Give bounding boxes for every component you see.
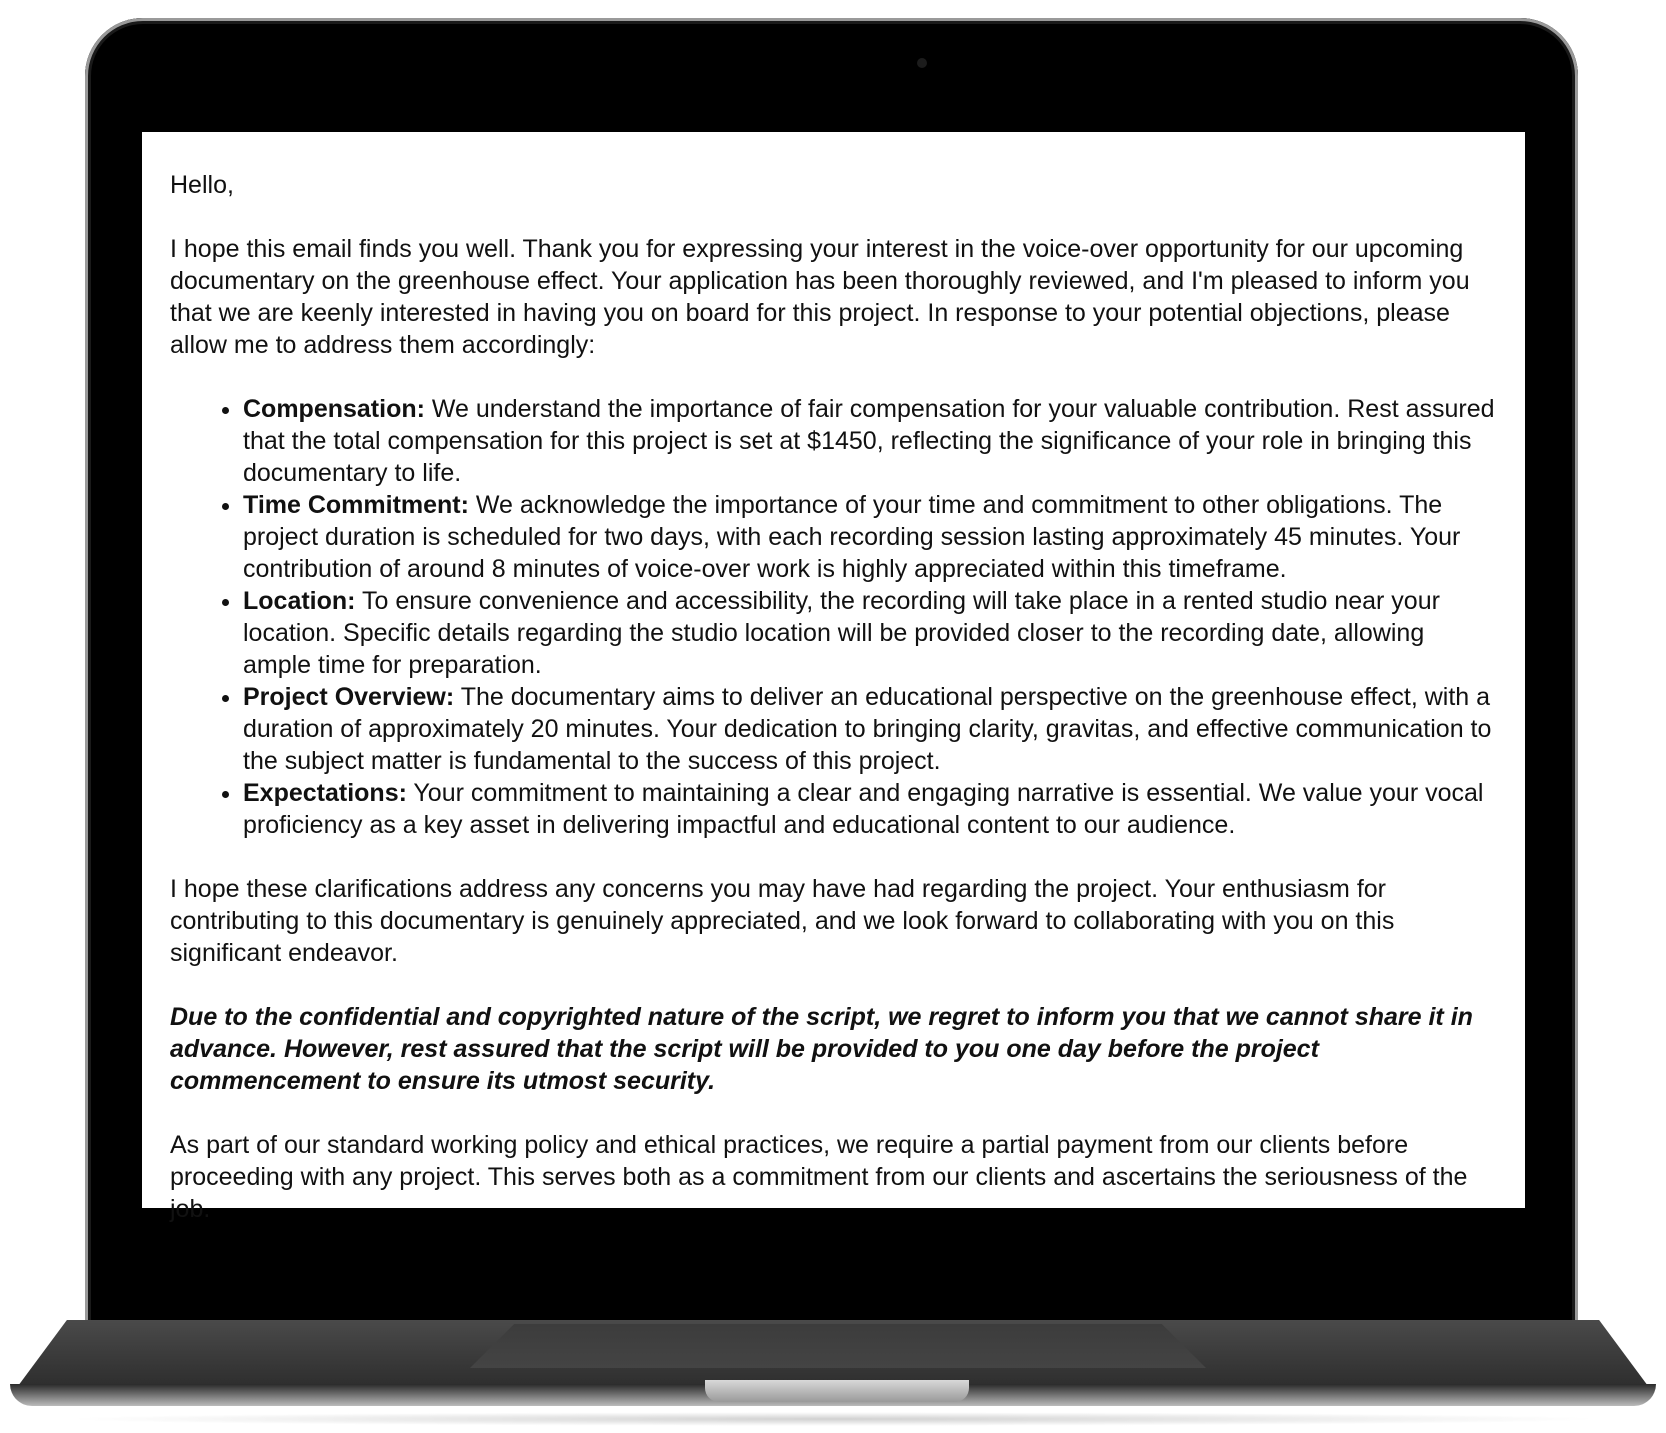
list-item-text: Your commitment to maintaining a clear and engaging narrative is essential. We value your vocal proficiency as a key asset in delivering impactful and educational content to our audience. [243,779,1484,839]
list-item-time-commitment [243,489,1497,585]
list-item-term: Expectations: [243,779,407,807]
list-item-term: Project Overview: [243,683,455,711]
list-item-project-overview [243,681,1497,777]
trackpad [470,1324,1206,1368]
list-item-text: We acknowledge the importance of your time and commitment to other obligations. The project duration is scheduled for two days, with each recording session lasting approximately 45 minutes. Your contribution of around 8 minutes of voice-over work is highly appreciated within this timeframe. [243,491,1461,583]
list-item-compensation [243,393,1497,489]
list-item-text: To ensure convenience and accessibility, the recording will take place in a rented studio near your location. Specific details regarding the studio location will be provided closer to the recording date, allowing ample time for preparation. [243,587,1440,679]
list-item-text: The documentary aims to deliver an educational perspective on the greenhouse effect, with a duration of approximately 20 minutes. Your dedication to bringing clarity, gravitas, and effective communication to the subject matter is fundamental to the success of this project. [243,683,1492,775]
email-intro: I hope this email finds you well. Thank you for expressing your interest in the voice-over opportunity for our upcoming documentary on the greenhouse effect. Your application has been thoroughly reviewed, and I'm pleased to inform you that we are keenly interested in having you on board for this project. In response to your potential objections, please allow me to address them accordingly: [170,235,1470,359]
objection-list [170,393,1497,841]
list-item-term: Compensation: [243,395,425,423]
list-item-location [243,585,1497,681]
payment-policy: As part of our standard working policy and ethical practices, we require a partial payment from our clients before proceeding with any project. This serves both as a commitment from our clients and ascertains the seriousness of the job. [170,1131,1468,1223]
email-greeting: Hello, [170,171,234,199]
laptop-base [0,1320,1666,1433]
laptop-screen [142,132,1525,1223]
email-body [142,132,1525,1225]
webcam [917,58,927,68]
list-item-expectations [243,777,1497,841]
laptop-shadow [60,1412,1606,1426]
lid-opening-notch [705,1380,969,1402]
email-closing: I hope these clarifications address any concerns you may have had regarding the project. Your enthusiasm for contributing to this documentary is genuinely appreciated, and we look forward to collaborating with you on this significant endeavor. [170,875,1395,967]
list-item-term: Time Commitment: [243,491,469,519]
confidential-notice: Due to the confidential and copyrighted nature of the script, we regret to inform you that we cannot share it in advance. However, rest assured that the script will be provided to you one day before the project commencement to ensure its utmost security. [170,1003,1473,1095]
list-item-text: We understand the importance of fair compensation for your valuable contribution. Rest assured that the total compensation for this project is set at $1450, reflecting the significance of your role in bringing this documentary to life. [243,395,1495,487]
list-item-term: Location: [243,587,356,615]
